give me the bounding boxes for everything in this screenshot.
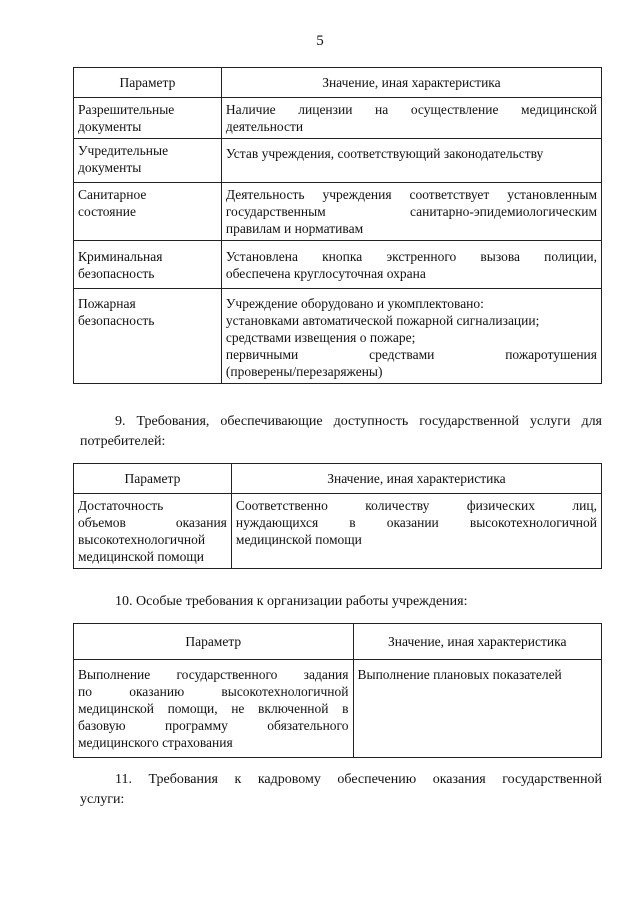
paragraph-line: услуги:: [80, 792, 125, 807]
cell-line: безопасность: [78, 313, 155, 328]
cell-line: деятельности: [225, 119, 304, 134]
param-cell: [74, 139, 222, 183]
cell-line: безопасность: [78, 266, 155, 281]
param-cell: [74, 241, 222, 289]
value-cell: [221, 98, 601, 139]
cell-line: первичными средствами пожаротушения: [225, 347, 597, 362]
cell-line: государственным санитарно-эпидемиологическим: [225, 204, 597, 219]
requirements-table-3: [73, 623, 602, 758]
paragraph-line: 10. Особые требования к организации работы учреждения:: [115, 594, 468, 609]
requirements-table-2: [73, 463, 602, 569]
cell-line: Санитарное: [78, 187, 147, 202]
cell-line: Учреждение оборудовано и укомплектовано:: [225, 296, 484, 311]
cell-line: Выполнение плановых показателей: [357, 667, 562, 682]
value-cell: [221, 183, 601, 241]
header-value: Значение, иная характеристика: [353, 624, 602, 660]
paragraph-line: потребителей:: [80, 434, 166, 449]
section-10-heading: [115, 592, 602, 612]
value-cell: [353, 660, 602, 758]
cell-line: Соответственно количеству физических лиц,: [235, 498, 597, 513]
cell-line: медицинской помощи: [78, 549, 204, 564]
cell-line: Устав учреждения, соответствующий законодательству: [225, 146, 544, 161]
cell-line: по оказанию высокотехнологичной: [78, 684, 349, 699]
cell-line: документы: [78, 119, 142, 134]
cell-line: медицинского страхования: [78, 735, 233, 750]
cell-line: Наличие лицензии на осуществление медицинской: [225, 102, 597, 117]
header-param: Параметр: [74, 624, 354, 660]
header-param: Параметр: [74, 464, 232, 494]
param-cell: [74, 660, 354, 758]
cell-line: состояние: [78, 204, 136, 219]
requirements-table-1: [73, 67, 602, 384]
cell-line: Учредительные: [78, 143, 169, 158]
table-row: [74, 241, 602, 289]
cell-line: обеспечена круглосуточная охрана: [225, 266, 426, 281]
cell-line: базовую программу обязательного: [78, 718, 349, 733]
header-value: Значение, иная характеристика: [231, 464, 601, 494]
param-cell: [74, 289, 222, 384]
cell-line: Деятельность учреждения соответствует установленным: [225, 187, 597, 202]
cell-line: высокотехнологичной: [78, 532, 206, 547]
param-cell: [74, 494, 232, 569]
table-header-row: [74, 68, 602, 98]
cell-line: установками автоматической пожарной сигнализации;: [225, 313, 540, 328]
cell-line: медицинской помощи, не включенной в: [78, 701, 349, 716]
cell-line: (проверены/перезаряжены): [225, 364, 383, 379]
cell-line: объемов оказания: [78, 515, 227, 530]
table-row: [74, 139, 602, 183]
table-header-row: [74, 464, 602, 494]
table-header-row: [74, 624, 602, 660]
value-cell: [221, 289, 601, 384]
cell-line: медицинской помощи: [235, 532, 362, 547]
section-9-heading: [80, 412, 602, 452]
cell-line: Достаточность: [78, 498, 164, 513]
param-cell: [74, 183, 222, 241]
cell-line: средствами извещения о пожаре;: [225, 330, 416, 345]
cell-line: нуждающихся в оказании высокотехнологичной: [235, 515, 597, 530]
value-cell: [221, 139, 601, 183]
table-row: [74, 98, 602, 139]
paragraph-line: 9. Требования, обеспечивающие доступность государственной услуги для: [115, 414, 602, 429]
param-cell: [74, 98, 222, 139]
value-cell: [221, 241, 601, 289]
section-11-heading: [80, 770, 602, 810]
table-row: [74, 494, 602, 569]
value-cell: [231, 494, 601, 569]
table-row: [74, 289, 602, 384]
table-row: [74, 660, 602, 758]
cell-line: Выполнение государственного задания: [78, 667, 349, 682]
page-number: 5: [316, 33, 324, 49]
cell-line: Криминальная: [78, 249, 163, 264]
cell-line: Пожарная: [78, 296, 136, 311]
header-value: Значение, иная характеристика: [221, 68, 601, 98]
header-param: Параметр: [74, 68, 222, 98]
cell-line: правилам и нормативам: [225, 221, 364, 236]
paragraph-line: 11. Требования к кадровому обеспечению оказания государственной: [115, 772, 602, 787]
table-row: [74, 183, 602, 241]
cell-line: Разрешительные: [78, 102, 175, 117]
cell-line: Установлена кнопка экстренного вызова полиции,: [225, 249, 597, 264]
cell-line: документы: [78, 160, 142, 175]
